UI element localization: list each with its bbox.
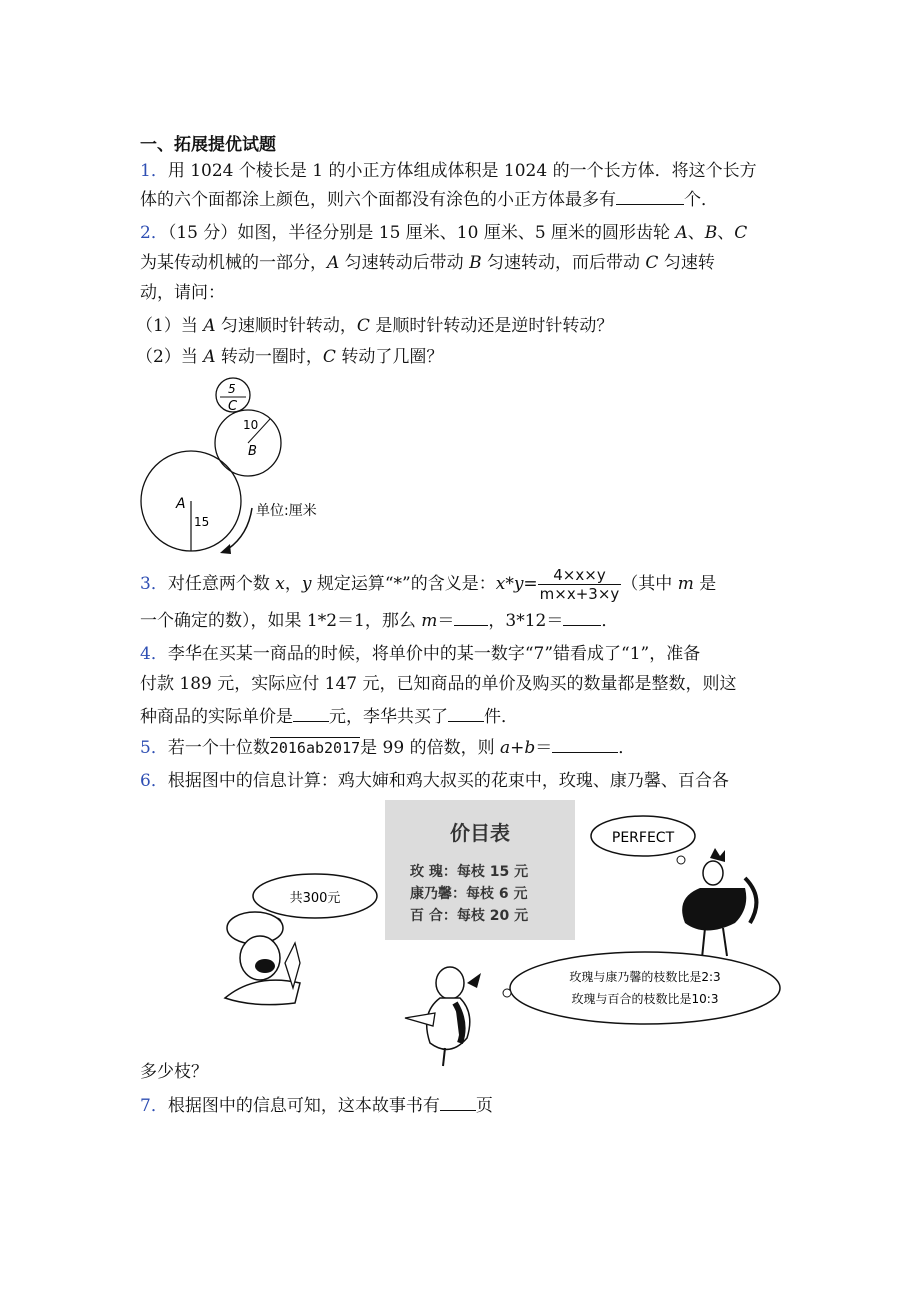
q2-sub1-text3: 是顺时针转动还是逆时针转动？ [369, 316, 614, 336]
q1-line2 [140, 186, 718, 213]
q4-text4: 件． [484, 707, 518, 727]
q2-text3: 匀速转动后带动 [339, 253, 470, 273]
q3-text2: 规定运算“*”的含义是： [311, 574, 496, 594]
q2-line1 [140, 220, 747, 246]
q4-line2: 付款 189 元，实际应付 147 元，已知商品的单价及购买的数量都是整数，则这 [140, 674, 737, 694]
q3-line1 [140, 566, 717, 603]
q3-fraction [538, 566, 622, 603]
q7-line [140, 1092, 493, 1119]
q2-text5: 匀速转 [658, 253, 715, 273]
q2-var-b: B [704, 223, 718, 243]
q1-text2: 体的六个面都涂上颜色，则六个面都没有涂色的小正方体最多有 [140, 190, 616, 210]
q2-sub1-c: C [356, 316, 370, 336]
q5-number: 5． [140, 738, 168, 758]
q3-comma: ， [284, 574, 302, 594]
q3-number: 3． [140, 574, 168, 594]
q2-sub2-text3: 转动了几圈？ [335, 347, 444, 367]
q4-text1: 李华在买某一商品的时候，将单价中的某一数字“7”错看成了“1”，准备 [167, 644, 701, 664]
q3-line2 [140, 607, 618, 634]
q4-text3: 元，李华共买了 [329, 707, 448, 727]
q5-text2: 是 99 的倍数，则 [360, 738, 500, 758]
q2-line2 [140, 250, 715, 276]
bubble-ratio2-text: 玫瑰与百合的枝数比是10:3 [571, 992, 719, 1006]
q5-digits: 2016ab2017 [269, 739, 361, 757]
q3-text7: ． [601, 611, 619, 631]
q2-sub2-text2: 转动一圈时， [215, 347, 323, 367]
rotation-arrow [228, 508, 252, 549]
q4-line3 [140, 703, 518, 730]
price-row-lily: 百 合：每枝 20 元 [410, 908, 529, 924]
q2-sub1-text2: 匀速顺时针转动， [215, 316, 357, 336]
bubble-perfect-text: PERFECT [611, 830, 675, 846]
q5-text3: ． [618, 738, 636, 758]
gear-b-label: B [248, 444, 257, 459]
q2-sub2 [136, 344, 443, 370]
q3-eq: ＝ [437, 611, 455, 631]
q7-text2: 页 [475, 1096, 493, 1116]
q5-ab: a+b [499, 738, 536, 758]
q6-line1 [140, 768, 729, 794]
bubble-ratio1-text: 玫瑰与康乃馨的枝数比是2:3 [569, 970, 721, 984]
price-list-title: 价目表 [450, 821, 510, 845]
q2-sep2: 、 [717, 223, 735, 243]
bubble-perfect-tail [677, 856, 685, 864]
q3-var-m2: m [421, 611, 438, 631]
q3-blank-m[interactable] [454, 607, 488, 626]
bubble-ratios [510, 952, 780, 1024]
q2-var-c: C [734, 223, 748, 243]
q2-number: 2． [140, 223, 168, 243]
q5-answer-blank[interactable] [552, 734, 618, 753]
rotation-arrow-head [220, 544, 231, 554]
q3-var-x: x [275, 574, 285, 594]
q3-expr: x*y= [495, 574, 538, 594]
q1-text3: 个． [684, 190, 718, 210]
bubble-ratios-tail [503, 989, 511, 997]
q4-blank-count[interactable] [448, 703, 484, 722]
gears-figure [130, 375, 360, 560]
q6-line2: 多少枝？ [140, 1062, 208, 1082]
q2-text2: 为某传动机械的一部分， [140, 253, 327, 273]
q2-sub1 [136, 313, 613, 339]
price-row-rose: 玫 瑰：每枝 15 元 [410, 864, 529, 880]
q1-line1 [140, 158, 757, 184]
q2-sub2-text1: （2）当 [136, 347, 204, 367]
chicken-uncle-icon [405, 967, 481, 1066]
unit-label: 单位:厘米 [256, 503, 317, 519]
q3-text5: 一个确定的数），如果 1*2＝1，那么 [140, 611, 422, 631]
q2-var-a2: A [327, 253, 340, 273]
q7-number: 7． [140, 1096, 168, 1116]
gear-a-radius-label: 15 [194, 515, 210, 529]
q4-number: 4． [140, 644, 168, 664]
q3-text3: （其中 [621, 574, 678, 594]
q5-eq: ＝ [535, 738, 553, 758]
q3-var-y: y [301, 574, 312, 594]
q4-line1 [140, 641, 700, 667]
q1-text1: 用 1024 个棱长是 1 的小正方体组成体积是 1024 的一个长方体．将这个长方 [167, 161, 757, 181]
q6-number: 6． [140, 771, 168, 791]
gear-a-label: A [176, 496, 186, 512]
q7-text1: 根据图中的信息可知，这本故事书有 [167, 1096, 440, 1116]
q7-answer-blank[interactable] [440, 1092, 476, 1111]
q2-var-b2: B [469, 253, 482, 273]
q5-text1: 若一个十位数 [167, 738, 270, 758]
q2-text4: 匀速转动，而后带动 [481, 253, 646, 273]
q3-var-m: m [677, 574, 694, 594]
q2-sub1-text1: （1）当 [136, 316, 204, 336]
chef-hen-icon [225, 912, 300, 1005]
q2-sub2-a: A [203, 347, 216, 367]
q4-blank-price[interactable] [293, 703, 329, 722]
bubble-total-text: 共300元 [289, 891, 341, 906]
q2-text1: （15 分）如图，半径分别是 15 厘米、10 厘米、5 厘米的圆形齿轮 [167, 223, 676, 243]
gear-c-label: C [228, 399, 238, 414]
q5-line [140, 734, 635, 761]
q2-sep1: 、 [687, 223, 705, 243]
gear-c-radius-label: 5 [228, 382, 236, 396]
q3-blank-result[interactable] [563, 607, 601, 626]
q3-numerator: 4×x×y [538, 566, 622, 585]
q6-text1: 根据图中的信息计算：鸡大婶和鸡大叔买的花束中，玫瑰、康乃馨、百合各 [167, 771, 729, 791]
q2-var-a: A [675, 223, 688, 243]
q3-text6: ，3*12＝ [488, 611, 564, 631]
q2-sub2-c: C [322, 347, 336, 367]
q2-sub1-a: A [203, 316, 216, 336]
q4-text2: 种商品的实际单价是 [140, 707, 293, 727]
gear-b-radius-label: 10 [243, 418, 259, 432]
q3-text4: 是 [693, 574, 717, 594]
q3-text1: 对任意两个数 [167, 574, 276, 594]
q1-answer-blank[interactable] [616, 186, 684, 205]
rooster-icon [682, 848, 756, 958]
price-row-carnation: 康乃馨：每枝 6 元 [410, 886, 528, 902]
price-illustration [205, 798, 785, 1068]
q1-number: 1． [140, 161, 168, 181]
q3-denominator: m×x+3×y [539, 585, 620, 603]
q2-var-c2: C [645, 253, 659, 273]
section-title: 一、拓展提优试题 [140, 135, 276, 155]
q2-line3: 动，请问： [140, 283, 225, 303]
